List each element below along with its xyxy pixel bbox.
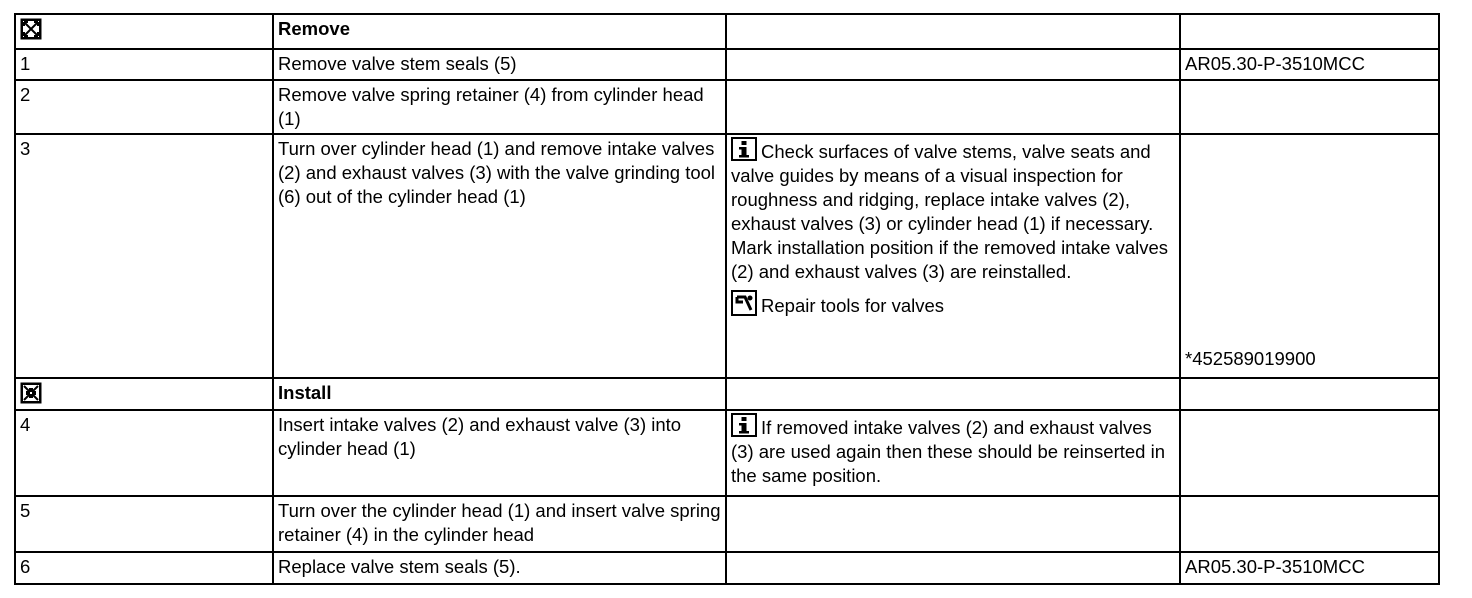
section-label-install: Install xyxy=(273,378,726,410)
table-row xyxy=(15,552,1439,584)
step-text: Insert intake valves (2) and exhaust valve (3) into cylinder head (1) xyxy=(273,410,726,496)
table-row xyxy=(15,410,1439,496)
remove-section-icon xyxy=(20,18,42,40)
section-icon-cell xyxy=(15,14,273,49)
section-label-remove: Remove xyxy=(273,14,726,49)
step-text: Turn over cylinder head (1) and remove intake valves (2) and exhaust valves (3) with the valve grinding tool (6) out of the cylinder head (1) xyxy=(273,134,726,378)
tool-text: Repair tools for valves xyxy=(761,295,945,316)
step-text: Turn over the cylinder head (1) and insert valve spring retainer (4) in the cylinder head xyxy=(273,496,726,552)
note-block xyxy=(731,413,1175,488)
step-reference: AR05.30-P-3510MCC xyxy=(1180,552,1439,584)
section-row-remove xyxy=(15,14,1439,49)
note-text: Check surfaces of valve stems, valve seats and valve guides by means of a visual inspection for roughness and ridging, replace intake valves (2), exhaust valves (3) or cylinder head (1) if necessary. xyxy=(731,141,1154,234)
step-reference: *452589019900 xyxy=(1185,348,1316,369)
step-number: 2 xyxy=(15,80,273,134)
empty-cell xyxy=(726,80,1180,134)
section-icon-cell xyxy=(15,378,273,410)
step-number: 3 xyxy=(15,134,273,378)
empty-cell xyxy=(726,378,1180,410)
table-row xyxy=(15,80,1439,134)
empty-cell xyxy=(726,552,1180,584)
install-section-icon xyxy=(20,382,42,404)
step-notes xyxy=(726,410,1180,496)
procedure-table xyxy=(14,13,1440,585)
note-text-secondary: Mark installation position if the removed intake valves (2) and exhaust valves (3) are reinstalled. xyxy=(731,237,1169,282)
step-reference: AR05.30-P-3510MCC xyxy=(1180,49,1439,80)
step-reference-cell xyxy=(1180,134,1439,378)
tool-icon xyxy=(731,290,757,316)
empty-cell xyxy=(726,14,1180,49)
step-text: Replace valve stem seals (5). xyxy=(273,552,726,584)
empty-cell xyxy=(1180,378,1439,410)
step-number: 6 xyxy=(15,552,273,584)
step-number: 5 xyxy=(15,496,273,552)
table-row xyxy=(15,496,1439,552)
note-block xyxy=(731,137,1175,236)
section-row-install xyxy=(15,378,1439,410)
step-text: Remove valve stem seals (5) xyxy=(273,49,726,80)
info-icon xyxy=(731,137,757,161)
empty-cell xyxy=(1180,410,1439,496)
table-row xyxy=(15,134,1439,378)
empty-cell xyxy=(726,49,1180,80)
step-number: 4 xyxy=(15,410,273,496)
empty-cell xyxy=(1180,80,1439,134)
tool-block xyxy=(731,290,1175,318)
table-row xyxy=(15,49,1439,80)
step-notes xyxy=(726,134,1180,378)
note-text: If removed intake valves (2) and exhaust valves (3) are used again then these should be reinserted in the same position. xyxy=(731,417,1166,486)
empty-cell xyxy=(726,496,1180,552)
step-text: Remove valve spring retainer (4) from cylinder head (1) xyxy=(273,80,726,134)
empty-cell xyxy=(1180,496,1439,552)
info-icon xyxy=(731,413,757,437)
empty-cell xyxy=(1180,14,1439,49)
step-number: 1 xyxy=(15,49,273,80)
